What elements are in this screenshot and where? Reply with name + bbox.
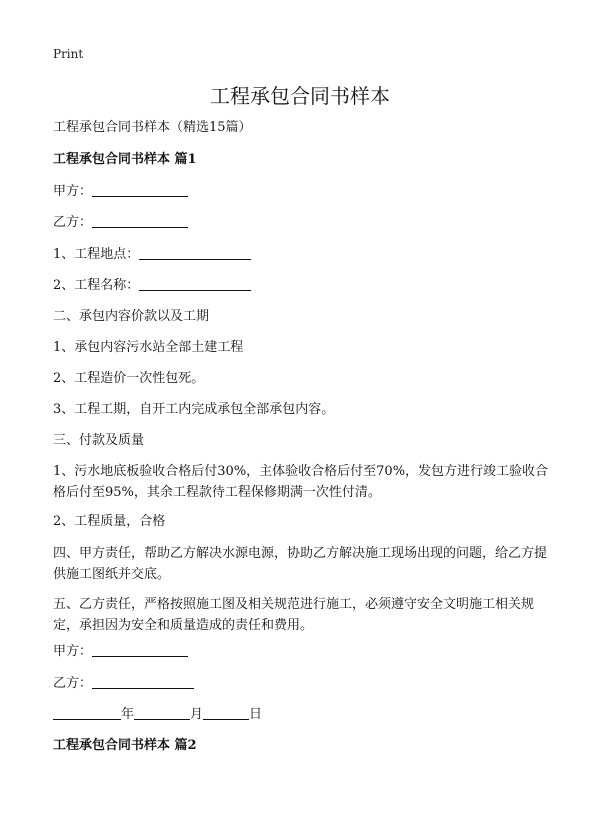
sign-party-a-blank bbox=[92, 642, 188, 657]
party-b-duty: 五、乙方责任，严格按照施工图及相关规范进行施工，必须遵守安全文明施工相关规定，承担因为安全和质量造成的责任和费用。 bbox=[53, 597, 535, 633]
location-label: 1、工程地点： bbox=[53, 247, 140, 262]
date-year-label: 年 bbox=[121, 707, 135, 722]
sign-party-a-label: 甲方： bbox=[53, 644, 93, 659]
name-blank bbox=[139, 276, 251, 291]
payment-item-1: 1、污水地底板验收合格后付30%，主体验收合格后付至70%，发包方进行竣工验收合格后付至95%，其余工程款待工程保修期满一次性付清。 bbox=[53, 464, 549, 500]
date-line bbox=[53, 705, 553, 725]
date-month-label: 月 bbox=[190, 707, 204, 722]
name-line bbox=[53, 276, 553, 296]
location-blank bbox=[139, 245, 251, 260]
document-title: 工程承包合同书样本 bbox=[210, 84, 390, 108]
name-label: 2、工程名称： bbox=[53, 278, 140, 293]
payment-item-2: 2、工程质量，合格 bbox=[53, 514, 166, 529]
location-line bbox=[53, 245, 553, 265]
sign-party-b-line bbox=[53, 674, 553, 694]
payment-heading: 三、付款及质量 bbox=[53, 433, 145, 448]
month-blank bbox=[134, 705, 190, 720]
scope-item-2: 2、工程造价一次性包死。 bbox=[53, 371, 205, 386]
party-a-blank bbox=[92, 182, 188, 197]
sign-party-b-blank bbox=[92, 674, 194, 689]
print-label: Print bbox=[53, 47, 84, 61]
scope-item-1: 1、承包内容污水站全部土建工程 bbox=[53, 340, 244, 355]
party-b-line bbox=[53, 213, 553, 233]
party-a-duty: 四、甲方责任，帮助乙方解决水源电源，协助乙方解决施工现场出现的问题，给乙方提供施工图纸并交底。 bbox=[53, 546, 548, 582]
section1-heading: 工程承包合同书样本 篇1 bbox=[53, 152, 197, 167]
party-a-label: 甲方： bbox=[53, 184, 93, 199]
party-b-label: 乙方： bbox=[53, 215, 93, 230]
day-blank bbox=[203, 705, 249, 720]
section2-heading: 工程承包合同书样本 篇2 bbox=[53, 738, 197, 753]
party-b-blank bbox=[92, 213, 188, 228]
party-a-line bbox=[53, 182, 553, 202]
date-day-label: 日 bbox=[249, 707, 263, 722]
document-subtitle: 工程承包合同书样本（精选15篇） bbox=[53, 120, 252, 135]
scope-heading: 二、承包内容价款以及工期 bbox=[53, 309, 210, 324]
year-blank bbox=[53, 705, 121, 720]
scope-item-3: 3、工程工期，自开工内完成承包全部承包内容。 bbox=[53, 402, 335, 417]
sign-party-a-line bbox=[53, 642, 553, 662]
sign-party-b-label: 乙方： bbox=[53, 676, 93, 691]
